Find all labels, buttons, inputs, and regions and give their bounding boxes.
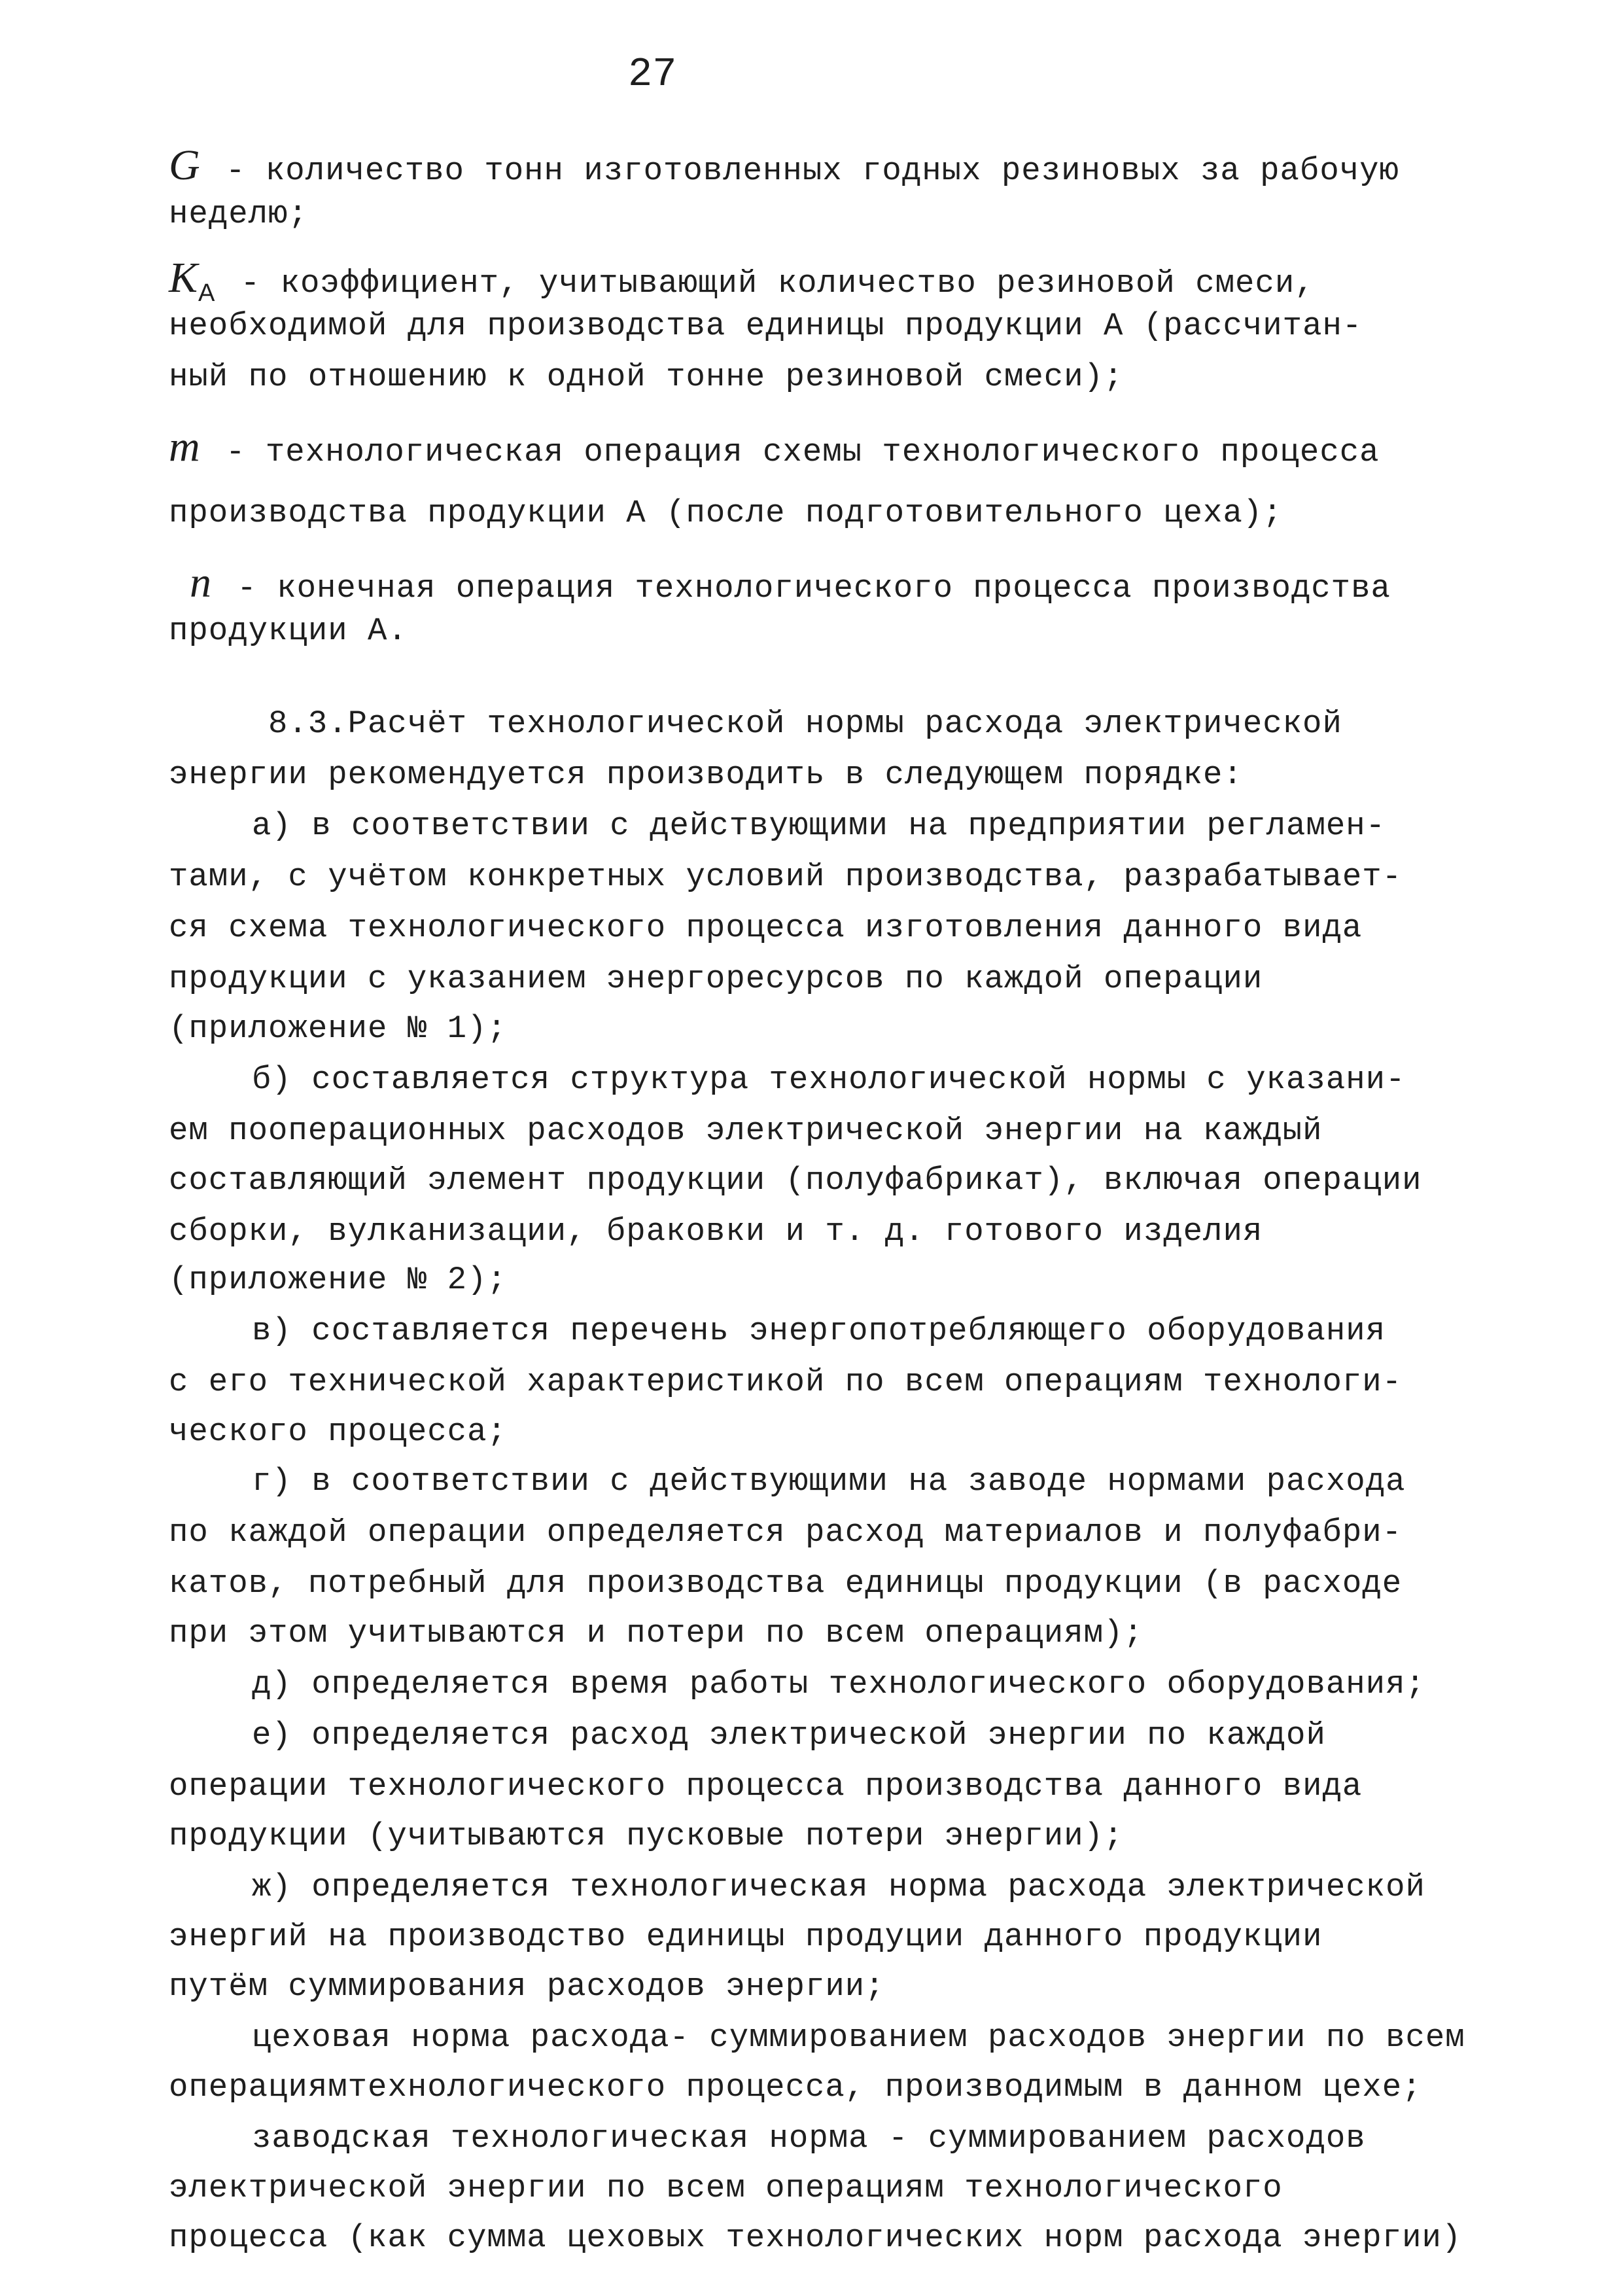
symbol-g: G (169, 141, 201, 189)
section-line-8: б) составляется структура технологической нормы с указани- (252, 1061, 1406, 1098)
section-line-22: операции технологического процесса производства данного вида (169, 1768, 1363, 1805)
section-line-10: составляющий элемент продукции (полуфабрикат), включая операции (169, 1162, 1422, 1199)
section-line-24: ж) определяется технологическая норма расхода электрической (252, 1869, 1425, 1905)
section-line-20: д) определяется время работы технологического оборудования; (252, 1666, 1425, 1703)
section-line-16: г) в соответствии с действующими на заводе нормами расхода (252, 1463, 1406, 1500)
section-line-19: при этом учитываются и потери по всем операциям); (169, 1615, 1143, 1651)
section-line-11: сборки, вулканизации, браковки и т. д. готового изделия (169, 1213, 1263, 1250)
definition-n-line-2: продукции А. (169, 612, 408, 649)
definition-n-line-1 (190, 561, 1391, 605)
definition-ka-line-1 (169, 256, 1315, 306)
section-line-3: а) в соответствии с действующими на предприятии регламен- (252, 807, 1386, 844)
definition-g-text-1: - количество тонн изготовленных годных резиновых за рабочую (205, 152, 1399, 189)
symbol-m: m (169, 423, 201, 470)
page-number: 27 (628, 51, 677, 97)
definition-n-text-1: - конечная операция технологического процесса производства (217, 570, 1391, 607)
section-line-5: ся схема технологического процесса изготовления данного вида (169, 910, 1363, 946)
symbol-ka-base: K (169, 254, 199, 302)
section-line-25: энергий на производство единицы продуции данного продукции (169, 1918, 1323, 1955)
section-line-26: путём суммирования расходов энергии; (169, 1968, 885, 2005)
section-line-12: (приложение № 2); (169, 1262, 507, 1298)
definition-m-line-1 (169, 425, 1380, 468)
section-line-28: операциямтехнологического процесса, производимым в данном цехе; (169, 2069, 1422, 2106)
section-line-7: (приложение № 1); (169, 1010, 507, 1047)
section-line-13: в) составляется перечень энергопотребляющего оборудования (252, 1313, 1386, 1349)
section-line-18: катов, потребный для производства единицы продукции (в расходе (169, 1565, 1403, 1602)
section-line-29: заводская технологическая норма - суммированием расходов (252, 2120, 1366, 2157)
definition-g-line-1 (169, 141, 1399, 189)
section-line-27: цеховая норма расхода- суммированием расходов энергии по всем (252, 2019, 1465, 2056)
symbol-ka (169, 256, 215, 306)
symbol-n: n (190, 559, 212, 607)
section-line-6: продукции с указанием энергоресурсов по каждой операции (169, 961, 1263, 997)
section-line-14: с его технической характеристикой по всем операциям технологи- (169, 1364, 1403, 1400)
section-line-4: тами, с учётом конкретных условий производства, разрабатывает- (169, 858, 1403, 895)
section-line-31: процесса (как сумма цеховых технологических норм расхода энергии) (169, 2219, 1462, 2256)
symbol-ka-subscript: A (198, 279, 216, 308)
section-line-23: продукции (учитываются пусковые потери энергии); (169, 1818, 1124, 1854)
definition-ka-line-3: ный по отношению к одной тонне резиновой смеси); (169, 359, 1124, 395)
section-line-2: энергии рекомендуется производить в следующем порядке: (169, 756, 1243, 793)
definition-g-line-2: неделю; (169, 196, 308, 232)
section-line-15: ческого процесса; (169, 1413, 507, 1450)
section-line-21: е) определяется расход электрической энергии по каждой (252, 1717, 1326, 1754)
definition-ka-line-2: необходимой для производства единицы продукции А (рассчитан- (169, 308, 1363, 344)
section-line-1: 8.3.Расчёт технологической нормы расхода электрической (268, 705, 1342, 742)
section-line-9: ем пооперационных расходов электрической энергии на каждый (169, 1112, 1323, 1149)
section-line-17: по каждой операции определяется расход материалов и полуфабри- (169, 1514, 1403, 1551)
definition-m-text-1: - технологическая операция схемы технологического процесса (205, 434, 1380, 470)
section-line-30: электрической энергии по всем операциям технологического (169, 2170, 1283, 2206)
definition-ka-text-1: - коэффициент, учитывающий количество резиновой смеси, (220, 265, 1315, 302)
definition-m-line-2: производства продукции А (после подготовительного цеха); (169, 495, 1283, 531)
